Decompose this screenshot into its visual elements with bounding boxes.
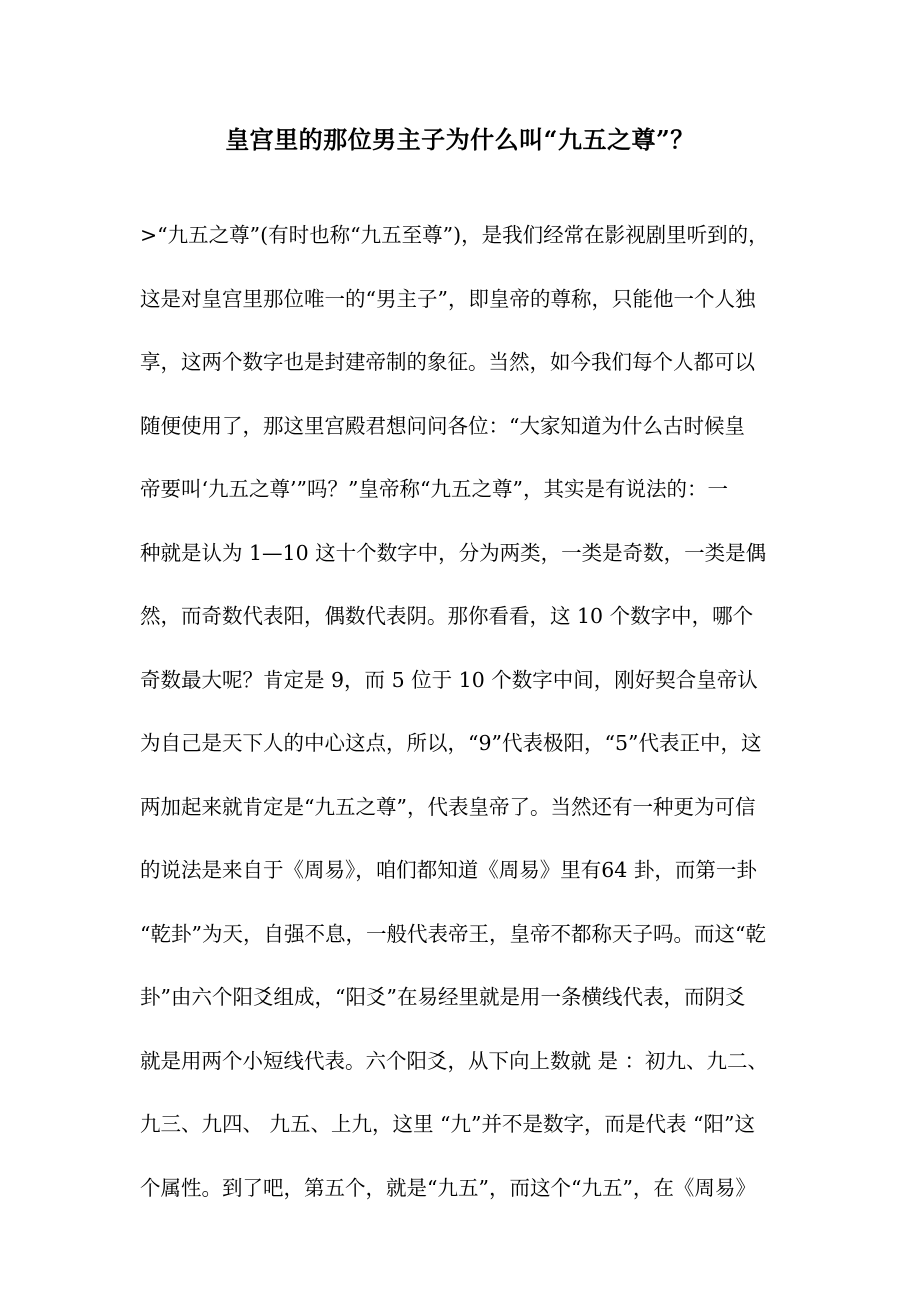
- body-line: 随便使用了，那这里宫殿君想问问各位：“大家知道为什么古时候皇: [140, 413, 745, 438]
- body-line: 卦”由六个阳爻组成，“阳爻”在易经里就是用一条横线代表，而阴爻: [140, 985, 746, 1009]
- body-line: 的说法是来自于《周易》，咱们都知道《周易》里有64 卦，而第一卦: [140, 858, 757, 882]
- body-line: 九三、九四、 九五、上九，这里 “九”并不是数字，而是代表 “阳”这: [140, 1112, 755, 1136]
- body-line: 就是用两个小短线代表。六个阳爻，从下向上数就 是 ：初九、九二、: [140, 1048, 769, 1073]
- body-line: 然，而奇数代表阳，偶数代表阴。那你看看，这 10 个数字中，哪个: [140, 604, 754, 628]
- body-line: 为自己是天下人的中心这点，所以，“9”代表极阳，“5”代表正中，这: [140, 731, 762, 755]
- body-line: 种就是认为 1—10 这十个数字中，分为两类，一类是奇数，一类是偶: [140, 540, 767, 565]
- document-body: [140, 204, 792, 1220]
- body-line: 两加起来就肯定是“九五之尊”，代表皇帝了。当然还有一种更为可信: [140, 794, 756, 819]
- body-line: 享，这两个数字也是封建帝制的象征。当然，如今我们每个人都可以: [140, 350, 755, 374]
- document-title: 皇宫里的那位男主子为什么叫“九五之尊”？: [225, 125, 695, 154]
- body-line: 个属性。到了吧，第五个，就是“九五”，而这个“九五”，在《周易》: [140, 1175, 756, 1200]
- body-line: “乾卦”为天，自强不息，一般代表帝王，皇帝不都称天子吗。而这“乾: [140, 921, 766, 946]
- body-line: 这是对皇宫里那位唯一的“男主子”，即皇帝的尊称，只能他一个人独: [140, 286, 756, 311]
- body-line: 奇数最大呢？肯定是 9，而 5 位于 10 个数字中间，刚好契合皇帝认: [140, 667, 758, 692]
- body-line: 帝要叫‘九五之尊’”吗？”皇帝称“九五之尊”，其实是有说法的：一: [140, 477, 728, 501]
- body-line: >“九五之尊”(有时也称“九五至尊”)，是我们经常在影视剧里听到的，: [140, 223, 769, 247]
